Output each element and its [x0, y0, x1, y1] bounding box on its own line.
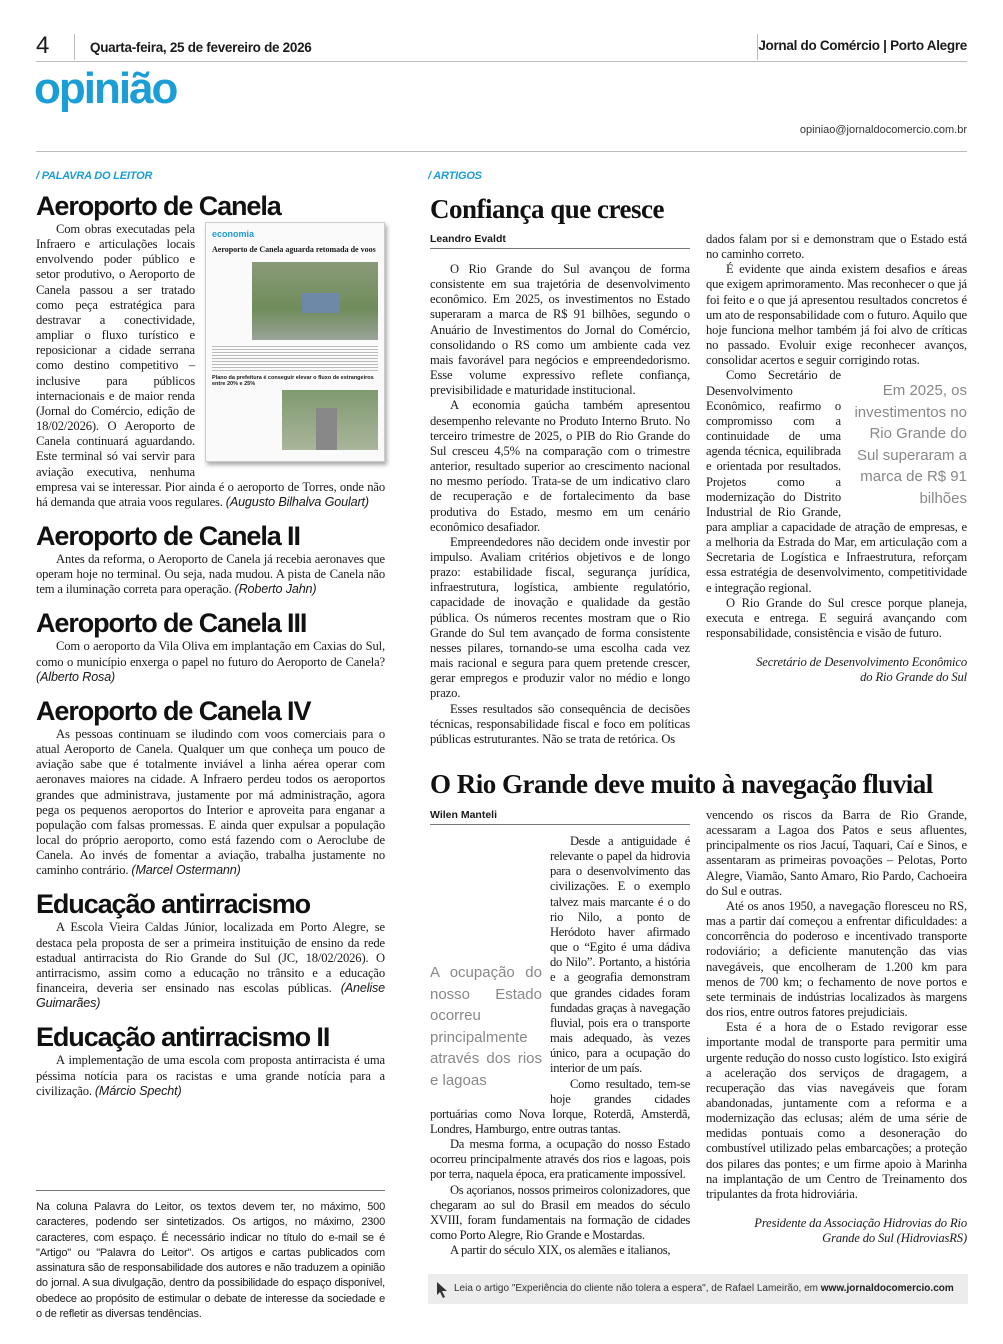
paragraph: Da mesma forma, a ocupação do nosso Estado ocorreu principalmente através dos rios e lagoas, pois por terra, naquela época, era praticamente impossível.: [430, 1137, 690, 1182]
letter-text: As pessoas continuam se iludindo com voos comerciais para o atual Aeroporto de Canela. Qualquer um que conheça um pouco de aviação sabe que é totalmente inviável a linha aérea operar com aeronaves maiores na cidade. A Infraero perdeu todos os aeroportos grandes que administrava, justamente por má administração, agora pega os pequenos aeroportos do Interior e aproveita para enganar a população com falsas promessas. E ainda quer expulsar a população local do próprio aeroporto, como está fazendo com o Aeroclube de Canela. Ao invés de fomentar a aviação, trabalha justamente no caminho contrário.: [36, 726, 385, 878]
letter: [36, 888, 385, 1011]
letter-author: (Márcio Specht): [94, 1083, 182, 1098]
letter-author: (Alberto Rosa): [36, 669, 116, 684]
paragraph: Como resultado, tem-se hoje grandes cidades portuárias como Nova Iorque, Roterdã, Amsterdã, Londres, Hamburgo, entre outras tantas.: [430, 1076, 690, 1136]
newspaper-name: Jornal do Comércio | Porto Alegre: [758, 38, 967, 53]
letter-author: (Augusto Bilhalva Goulart): [225, 494, 369, 509]
paragraph: É evidente que ainda existem desafios e áreas que exigem aprimoramento. Mas reconhecer o que já foi feito e o que já apresentou resultados concretos é um ato de responsabilidade com o futuro. Aquilo que hoje funciona melhor também já foi alvo de críticas no passado. Evoluir exige reconhecer avanços, consolidar acertos e seguir corrigindo rotas.: [706, 262, 967, 368]
letter-title: Aeroporto de Canela II: [36, 520, 300, 551]
letter-author: (Roberto Jahn): [234, 582, 317, 597]
author-signature: Secretário de Desenvolvimento Econômico do Rio Grande do Sul: [756, 655, 967, 685]
paragraph: Esses resultados são consequência de decisões técnicas, responsabilidade fiscal e foco em políticas públicas estruturantes. Não se trata de retórica. Os: [430, 701, 690, 746]
letter-title: Aeroporto de Canela IV: [36, 695, 311, 726]
clipping-text: [212, 344, 378, 372]
letter: [36, 695, 385, 879]
letter: [36, 520, 385, 597]
letter-title: Aeroporto de Canela III: [36, 608, 307, 639]
letter-text: A implementação de uma escola com proposta antirracista é uma péssima notícia para os racistas e uma grande notícia para a civilização.: [36, 1053, 385, 1098]
page-number: 4: [36, 32, 50, 59]
letter-title: Educação antirracismo II: [36, 1022, 330, 1053]
letter: [36, 607, 385, 684]
article-title: O Rio Grande deve muito à navegação fluvial: [430, 769, 933, 799]
newspaper-clipping-image: [205, 222, 385, 462]
airport-photo: [252, 262, 378, 340]
letter-author: (Marcel Ostermann): [131, 863, 241, 878]
article-author: Leandro Evaldt: [430, 233, 690, 249]
pull-quote: Em 2025, os investimentos no Rio Grande do Sul superaram a marca de R$ 91 bilhões: [854, 382, 967, 507]
edition-date: Quarta-feira, 25 de fevereiro de 2026: [90, 40, 312, 55]
divider: [36, 151, 967, 152]
letter-title: Aeroporto de Canela: [36, 191, 281, 221]
article-title: Confiança que cresce: [430, 194, 664, 224]
article-author: Wilen Manteli: [430, 809, 690, 825]
website-link[interactable]: www.jornaldocomercio.com: [820, 1283, 954, 1294]
letter-text: Antes da reforma, o Aeroporto de Canela já recebia aeronaves que operam hoje no terminal. Ou seja, nada mudou. A pista de Canela não tem a iluminação correta para operação.: [36, 551, 385, 597]
article-column: [706, 808, 967, 1246]
paragraph: Os açorianos, nossos primeiros colonizadores, que chegaram ao sul do Brasil em meados do século XVIII, foram fundamentais na formação de cidades como Porto Alegre, Rio Grande e Mostardas.: [430, 1182, 690, 1243]
divider: [36, 61, 967, 62]
paragraph: A partir do século XIX, os alemães e italianos,: [450, 1243, 671, 1258]
paragraph: Desde a antiguidade é relevante o papel da hidrovia para o desenvolvimento das civilizações. E o exemplo talvez mais marcante é o do rio Nilo, a ponto de Heródoto haver afirmado que o “Egito é uma dádiva do Nilo”. Portanto, a história e a geografia demonstram que grandes cidades foram fundadas graças à navegação fluvial, pois era o transporte mais adequado, às vezes único, para a ocupação do interior de um país.: [550, 834, 690, 1076]
letter-text: Com o aeroporto da Vila Oliva em implantação em Caxias do Sul, como o município enxerga o papel no futuro do Aeroporto de Canela?: [36, 639, 385, 669]
paragraph: vencendo os riscos da Barra de Rio Grande, acessaram a Lagoa dos Patos e seus afluentes, principalmente os rios Jacuí, Taquari, Caí e Sinos, e assentaram as primeiras povoações – Pelotas, Porto Alegre, Viamão, Santo Amaro, Rio Pardo, Cachoeira do Sul e outras.: [706, 808, 967, 898]
paragraph: O Rio Grande do Sul avançou de forma consistente em sua trajetória de desenvolvimento econômico. Em 2025, os investimentos no Estado superaram a marca de R$ 91 bilhões, segundo o Anuário de Investimentos do Jornal do Comércio, consolidando o RS como um ambiente cada vez mais favorável para negócios e empreendedorismo. Esse volume expressivo reflete confiança, previsibilidade e maturidade institucional.: [430, 262, 690, 398]
section-kicker: / ARTIGOS: [428, 170, 482, 182]
letter-text: Com obras executadas pela Infraero e articulações locais envolvendo poder público e setor produtivo, o Aeroporto de Canela passou a ser tratado como peça estratégica para destravar a conectividade, ampliar o fluxo turístico e reposicionar a cidade serrana como destino competitivo – inclusive para públicos internacionais e de maior renda (Jornal do Comércio, edição de 18/02/2026). O Aeroporto de Canela continuará aguardando. Este terminal só vai servir para aviação executiva, nenhuma empresa vai se interessar. Pior ainda é o aeroporto de Torres, onde não há demanda que atraia voos regulares.: [36, 222, 385, 509]
clipping-section: economia: [212, 229, 255, 239]
runway-photo: [282, 390, 378, 450]
letter-title: Educação antirracismo: [36, 889, 311, 920]
paragraph: dados falam por si e demonstram que o Estado está no caminho correto.: [706, 232, 967, 262]
divider: [36, 1190, 385, 1191]
clipping-subhead: Plano da prefeitura é conseguir elevar o fluxo de estrangeiros entre 20% e 25%: [212, 375, 374, 387]
paragraph: A economia gaúcha também apresentou desempenho relevante no Produto Interno Bruto. No terceiro trimestre de 2025, o PIB do Rio Grande do Sul cresceu 4,5% na comparação com o trimestre anterior, resultado superior ao crescimento nacional no mesmo período. Trata-se de um indicativo claro de recuperação e de fortalecimento da base produtiva do Estado, mesmo em um cenário econômico desafiador.: [430, 398, 690, 534]
promo-text: Leia o artigo "Experiência do cliente não tolera a espera", de Rafael Lameirão, em: [454, 1283, 821, 1294]
cursor-arrow-icon: [436, 1282, 448, 1298]
letters-column: [36, 170, 385, 1099]
author-signature: Presidente da Associação Hidrovias do Rio Grande do Sul (HidroviasRS): [754, 1216, 967, 1246]
submission-notice: Na coluna Palavra do Leitor, os textos devem ter, no máximo, 500 caracteres, podendo ser sintetizados. Os artigos, no máximo, 2300 caracteres, com espaço. É necessário indicar no título do e-mail se é "Artigo" ou "Palavra do Leitor". Os artigos e cartas publicados com assinatura são de responsabilidade dos autores e não traduzem a opinião do jornal. A sua divulgação, dentro da possibilidade do espaço disponível, obedece ao propósito de estimular o debate de interesse da sociedade e o de refletir as diversas tendências.: [36, 1201, 385, 1321]
email-link[interactable]: opiniao@jornaldocomercio.com.br: [799, 124, 967, 136]
letter: [36, 1021, 385, 1098]
letter-text: A Escola Vieira Caldas Júnior, localizada em Porto Alegre, se destaca pela proposta de ser a primeira instituição de ensino da rede estadual antirracista do Rio Grande do Sul (JC, 18/02/2026). O antirracismo, assim como a educação no trânsito e a educação financeira, deveria ser ensinado nas escolas públicas.: [36, 920, 385, 996]
section-kicker: / PALAVRA DO LEITOR: [36, 170, 153, 182]
section-title: opinião: [34, 64, 177, 113]
article-column: [430, 262, 690, 747]
paragraph: Esta é a hora de o Estado revigorar esse importante modal de transporte para permitir uma urgente redução do nosso custo logístico. Isto exigirá a aceleração dos serviços de dragagem, a recuperação das vias navegáveis que foram abandonadas, juntamente com a reforma e a modernização das eclusas; além de uma série de medidas pontuais como a desoneração do combustível utilizado pelas embarcações; a proteção dos pilares das pontes; e um firme apoio à Marinha na implantação de um Centro de Treinamento dos tripulantes da frota hidroviária.: [706, 1020, 967, 1201]
paragraph: Como Secretário de Desenvolvimento Econômico, reafirmo o compromisso com a continuidade de uma agenda técnica, equilibrada e orientada por resultados. Projetos como a modernização do Distrito Industrial de Rio Grande, para ampliar a capacidade de atração de empresas, e a melhoria da Estrada do Mar, em articulação com a Secretaria de Logística e Infraestrutura, reforçam essa estratégia de desenvolvimento, competitividade e integração regional.: [706, 368, 967, 595]
article-column: [706, 232, 967, 686]
paragraph: Até os anos 1950, a navegação floresceu no RS, mas a partir daí começou a enfrentar dificuldades: a concorrência do poderoso e incentivado transporte rodoviário; a deficiente manutenção das vias navegáveis, que encolheram de 1.200 km para menos de 700 km; o fechamento de nove portos e sete terminais de indústrias localizados às margens dos rios, entre outros fatores prejudiciais.: [706, 898, 967, 1020]
paragraph: Empreendedores não decidem onde investir por impulso. Avaliam critérios objetivos e de longo prazo: estabilidade fiscal, segurança jurídica, infraestrutura, logística, ambiente regulatório, capacidade de inovação e qualidade da gestão pública. Os números recentes mostram que o Rio Grande do Sul tem avançado de forma consistente nesses pilares, tornando-se uma escolha cada vez mais racional e segura para quem pretende crescer, gerar empregos e produzir valor no médio e longo prazo.: [430, 534, 690, 701]
paragraph: O Rio Grande do Sul cresce porque planeja, executa e entrega. E seguirá avançando com responsabilidade, consistência e visão de futuro.: [706, 595, 967, 641]
article-column: [430, 834, 690, 1258]
divider: [74, 34, 75, 60]
clipping-headline: Aeroporto de Canela aguarda retomada de voos: [212, 245, 376, 254]
letter-author: (Anelise Guimarães): [36, 981, 385, 1011]
promo-bar: [428, 1274, 968, 1304]
letter: [36, 190, 385, 510]
pull-quote: A ocupação do nosso Estado ocorreu principalmente através dos rios e lagoas: [430, 964, 542, 1089]
